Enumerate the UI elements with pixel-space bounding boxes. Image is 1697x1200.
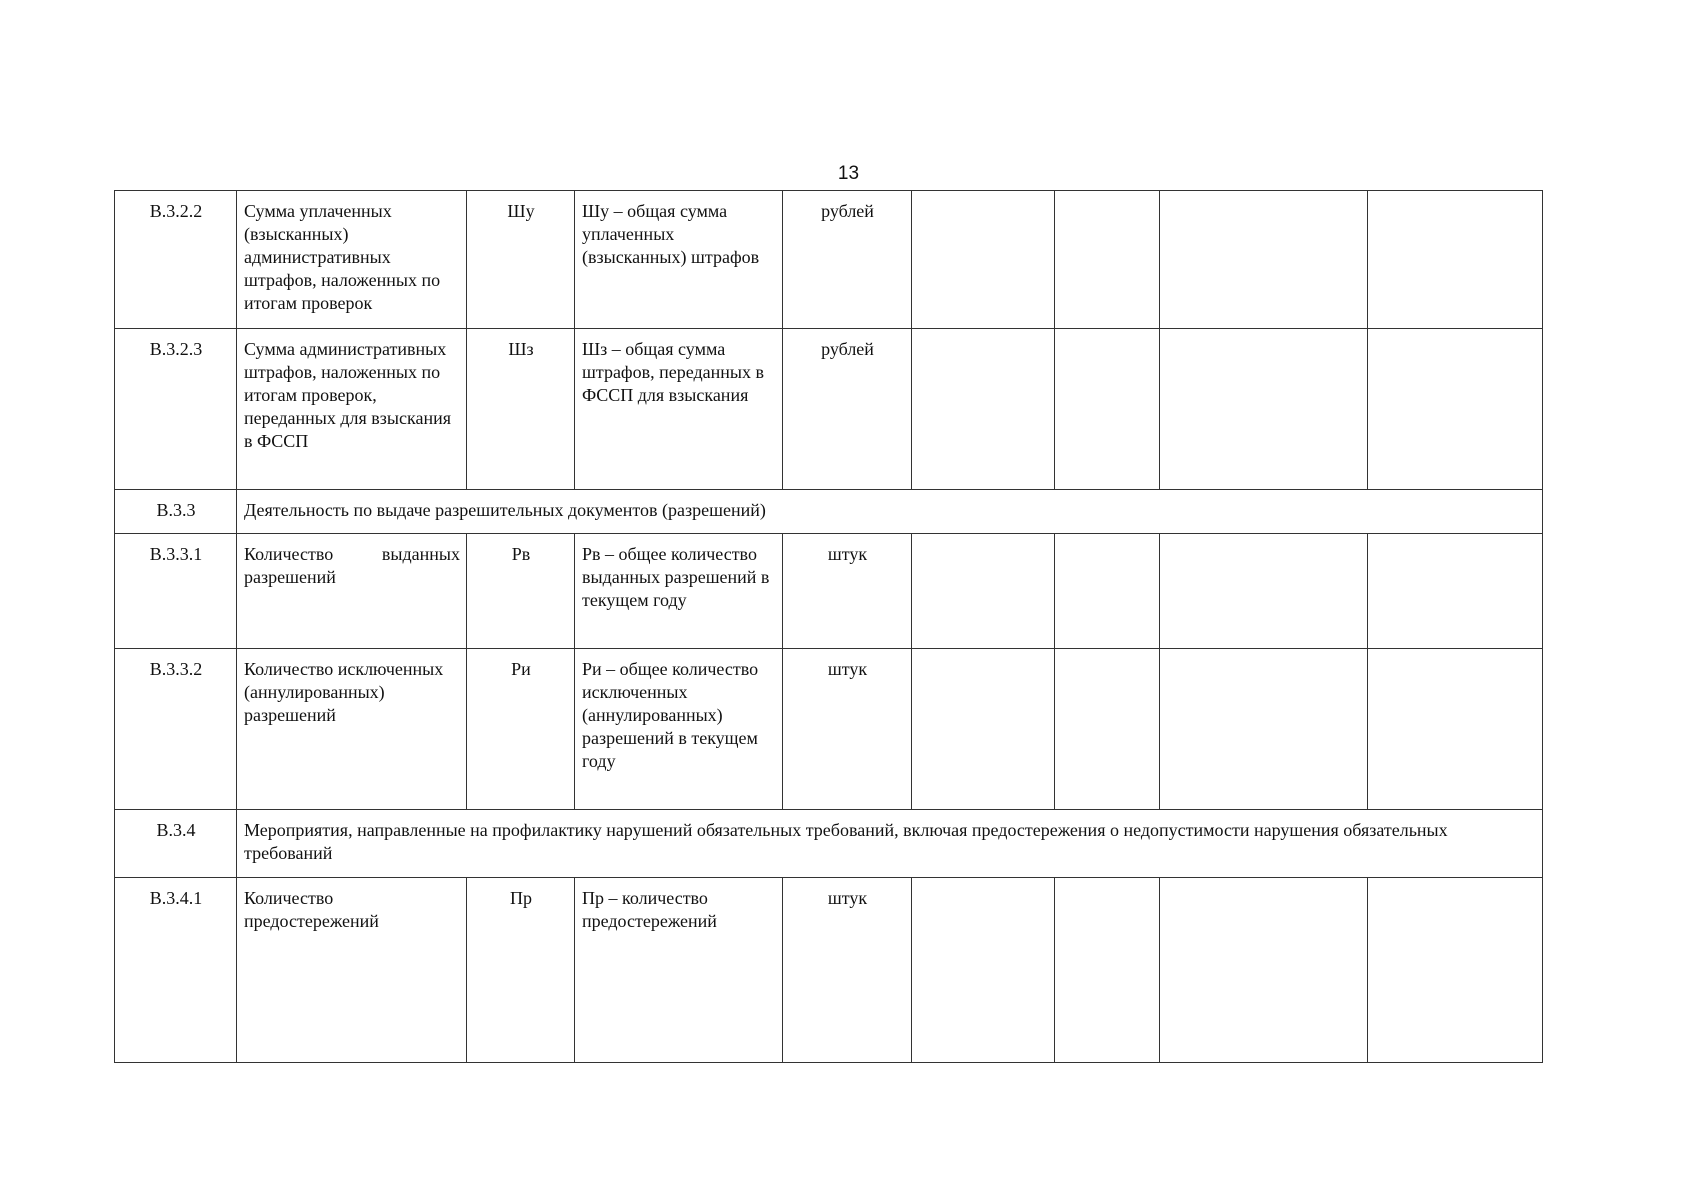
indicator-name bbox=[237, 534, 467, 649]
indicator-formula: Пр – количество предостережений bbox=[575, 878, 783, 1063]
indicator-code: В.3.3.2 bbox=[115, 649, 237, 810]
empty-cell bbox=[1055, 649, 1160, 810]
indicator-name: Сумма уплаченных (взысканных) административных штрафов, наложенных по итогам проверок bbox=[237, 191, 467, 329]
section-code: В.3.4 bbox=[115, 810, 237, 878]
page-number: 13 bbox=[837, 163, 860, 184]
indicator-name: Количество предостережений bbox=[237, 878, 467, 1063]
empty-cell bbox=[912, 649, 1055, 810]
empty-cell bbox=[1160, 329, 1368, 490]
indicator-symbol: Шу bbox=[467, 191, 575, 329]
empty-cell bbox=[1160, 649, 1368, 810]
indicator-formula: Шз – общая сумма штрафов, переданных в ФССП для взыскания bbox=[575, 329, 783, 490]
indicator-formula: Ри – общее количество исключенных (аннулированных) разрешений в текущем году bbox=[575, 649, 783, 810]
section-title: Деятельность по выдаче разрешительных документов (разрешений) bbox=[237, 490, 1543, 534]
indicator-name: Сумма административных штрафов, наложенных по итогам проверок, переданных для взыскания в ФССП bbox=[237, 329, 467, 490]
empty-cell bbox=[1368, 329, 1543, 490]
empty-cell bbox=[912, 878, 1055, 1063]
indicator-unit: штук bbox=[783, 878, 912, 1063]
empty-cell bbox=[1160, 534, 1368, 649]
table-row bbox=[115, 649, 1543, 810]
empty-cell bbox=[912, 329, 1055, 490]
indicator-unit: рублей bbox=[783, 329, 912, 490]
indicator-formula: Рв – общее количество выданных разрешений в текущем году bbox=[575, 534, 783, 649]
empty-cell bbox=[912, 534, 1055, 649]
table-row bbox=[115, 534, 1543, 649]
indicators-table bbox=[114, 190, 1543, 1063]
empty-cell bbox=[1055, 878, 1160, 1063]
indicator-unit: штук bbox=[783, 649, 912, 810]
section-row bbox=[115, 490, 1543, 534]
empty-cell bbox=[912, 191, 1055, 329]
indicator-code: В.3.3.1 bbox=[115, 534, 237, 649]
empty-cell bbox=[1368, 649, 1543, 810]
indicator-unit: штук bbox=[783, 534, 912, 649]
section-row bbox=[115, 810, 1543, 878]
indicator-code: В.3.4.1 bbox=[115, 878, 237, 1063]
empty-cell bbox=[1055, 329, 1160, 490]
indicator-name: Количество исключенных (аннулированных) разрешений bbox=[237, 649, 467, 810]
indicator-formula: Шу – общая сумма уплаченных (взысканных) штрафов bbox=[575, 191, 783, 329]
empty-cell bbox=[1368, 534, 1543, 649]
empty-cell bbox=[1368, 878, 1543, 1063]
indicator-code: В.3.2.3 bbox=[115, 329, 237, 490]
section-code: В.3.3 bbox=[115, 490, 237, 534]
indicator-symbol: Пр bbox=[467, 878, 575, 1063]
table-row bbox=[115, 329, 1543, 490]
indicator-symbol: Рв bbox=[467, 534, 575, 649]
empty-cell bbox=[1055, 191, 1160, 329]
indicator-name-text: Количество выданных разрешений bbox=[244, 544, 460, 587]
empty-cell bbox=[1160, 191, 1368, 329]
empty-cell bbox=[1055, 534, 1160, 649]
empty-cell bbox=[1368, 191, 1543, 329]
indicator-symbol: Ри bbox=[467, 649, 575, 810]
table-row bbox=[115, 878, 1543, 1063]
section-title: Мероприятия, направленные на профилактику нарушений обязательных требований, включая предостережения о недопустимости нарушения обязательных требований bbox=[237, 810, 1543, 878]
indicator-code: В.3.2.2 bbox=[115, 191, 237, 329]
table-row bbox=[115, 191, 1543, 329]
indicator-unit: рублей bbox=[783, 191, 912, 329]
empty-cell bbox=[1160, 878, 1368, 1063]
indicator-symbol: Шз bbox=[467, 329, 575, 490]
